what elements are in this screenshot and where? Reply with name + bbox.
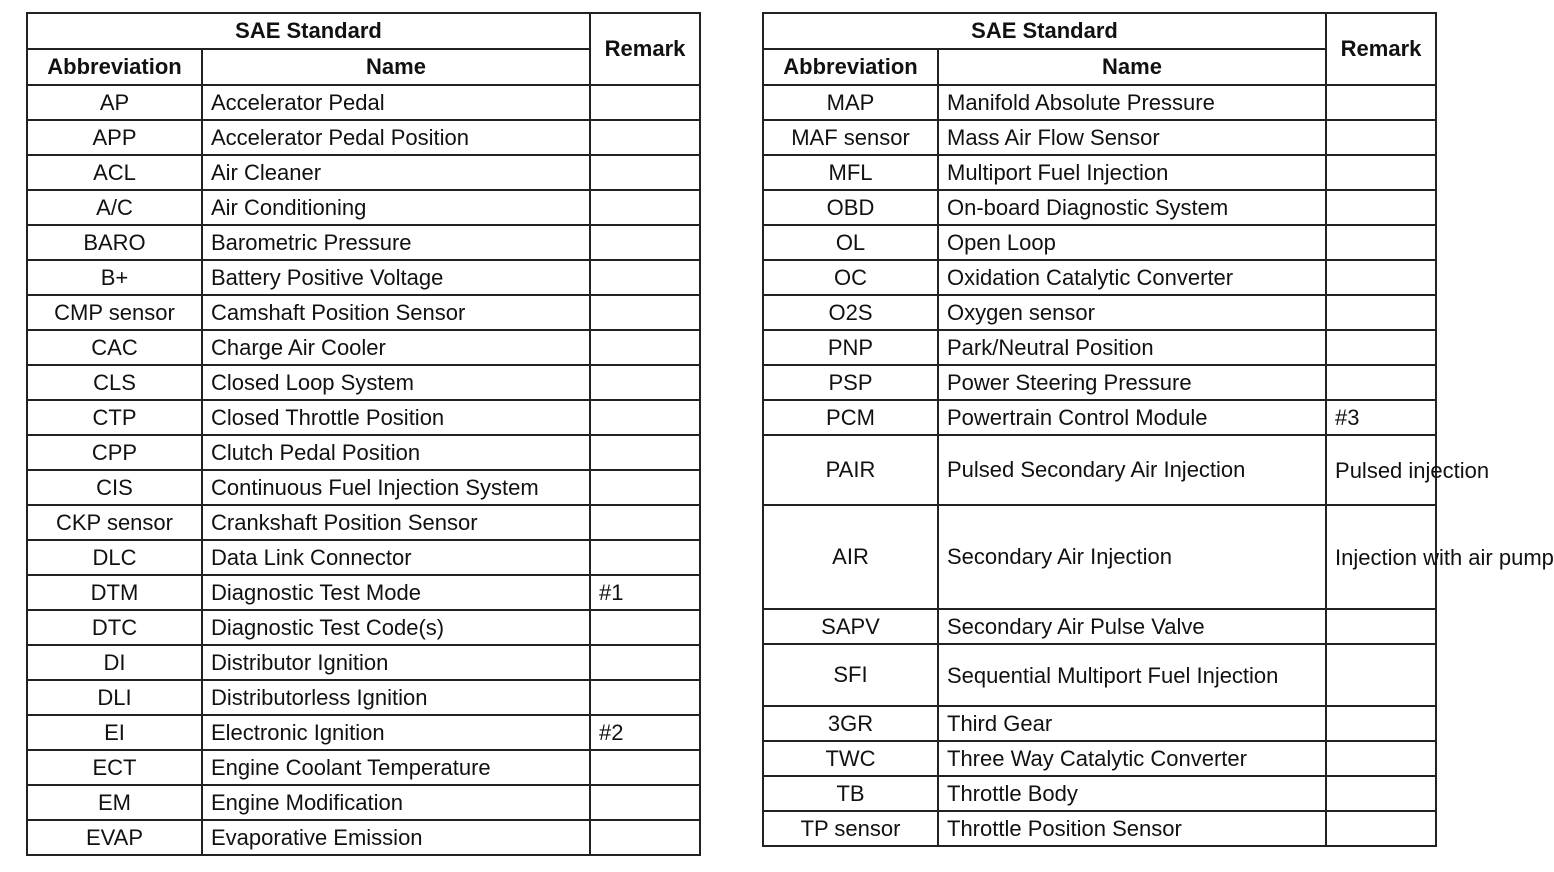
remark-cell: #3 bbox=[1326, 400, 1436, 435]
abbreviation-cell: ECT bbox=[27, 750, 202, 785]
table-row bbox=[763, 85, 1436, 120]
table-row bbox=[763, 811, 1436, 846]
name-cell: Diagnostic Test Mode bbox=[202, 575, 590, 610]
remark-cell bbox=[590, 295, 700, 330]
name-cell: Manifold Absolute Pressure bbox=[938, 85, 1326, 120]
name-cell: Accelerator Pedal Position bbox=[202, 120, 590, 155]
table-row bbox=[27, 610, 700, 645]
table-row bbox=[27, 260, 700, 295]
table-row bbox=[27, 750, 700, 785]
sae-standard-header: SAE Standard bbox=[27, 13, 590, 49]
name-cell: Closed Loop System bbox=[202, 365, 590, 400]
abbreviation-cell: AP bbox=[27, 85, 202, 120]
name-cell: Crankshaft Position Sensor bbox=[202, 505, 590, 540]
remark-cell bbox=[1326, 155, 1436, 190]
name-cell: Oxidation Catalytic Converter bbox=[938, 260, 1326, 295]
abbreviation-cell: CAC bbox=[27, 330, 202, 365]
abbreviation-cell: TWC bbox=[763, 741, 938, 776]
abbreviation-cell: PCM bbox=[763, 400, 938, 435]
abbreviation-cell: CIS bbox=[27, 470, 202, 505]
name-cell: Powertrain Control Module bbox=[938, 400, 1326, 435]
table-row bbox=[763, 295, 1436, 330]
sae-table-left bbox=[26, 12, 701, 856]
remark-cell: #1 bbox=[590, 575, 700, 610]
name-cell: Evaporative Emission bbox=[202, 820, 590, 855]
abbreviation-cell: DTM bbox=[27, 575, 202, 610]
abbreviation-cell: EM bbox=[27, 785, 202, 820]
abbreviation-cell: OC bbox=[763, 260, 938, 295]
remark-cell bbox=[590, 365, 700, 400]
table-row bbox=[27, 715, 700, 750]
remark-cell bbox=[590, 330, 700, 365]
remark-cell bbox=[1326, 330, 1436, 365]
name-cell: Air Conditioning bbox=[202, 190, 590, 225]
abbreviation-cell: SFI bbox=[763, 644, 938, 706]
remark-cell bbox=[1326, 260, 1436, 295]
name-header: Name bbox=[202, 49, 590, 85]
table-row bbox=[27, 190, 700, 225]
abbreviation-cell: TB bbox=[763, 776, 938, 811]
table-row bbox=[27, 85, 700, 120]
name-cell: On-board Diagnostic System bbox=[938, 190, 1326, 225]
name-cell: Three Way Catalytic Converter bbox=[938, 741, 1326, 776]
table-row bbox=[763, 155, 1436, 190]
abbreviation-cell: DTC bbox=[27, 610, 202, 645]
table-row bbox=[763, 741, 1436, 776]
remark-cell: #2 bbox=[590, 715, 700, 750]
remark-cell bbox=[1326, 120, 1436, 155]
abbreviation-cell: DLC bbox=[27, 540, 202, 575]
name-cell: Pulsed Secondary Air Injection bbox=[938, 435, 1326, 505]
name-cell: Distributor Ignition bbox=[202, 645, 590, 680]
table-row bbox=[27, 540, 700, 575]
remark-cell bbox=[590, 750, 700, 785]
table-row bbox=[763, 706, 1436, 741]
name-cell: Throttle Body bbox=[938, 776, 1326, 811]
name-cell: Secondary Air Injection bbox=[938, 505, 1326, 609]
abbreviation-cell: MFL bbox=[763, 155, 938, 190]
abbreviation-cell: BARO bbox=[27, 225, 202, 260]
table-row bbox=[27, 470, 700, 505]
remark-cell bbox=[590, 435, 700, 470]
name-cell: Distributorless Ignition bbox=[202, 680, 590, 715]
table-row bbox=[27, 645, 700, 680]
abbreviation-cell: OL bbox=[763, 225, 938, 260]
remark-cell bbox=[590, 190, 700, 225]
abbreviation-cell: 3GR bbox=[763, 706, 938, 741]
abbreviation-cell: MAP bbox=[763, 85, 938, 120]
table-row bbox=[763, 190, 1436, 225]
table-row bbox=[27, 400, 700, 435]
remark-cell bbox=[1326, 609, 1436, 644]
remark-cell bbox=[1326, 85, 1436, 120]
table-row bbox=[27, 505, 700, 540]
table-row bbox=[763, 225, 1436, 260]
table-row bbox=[27, 225, 700, 260]
table-row bbox=[763, 365, 1436, 400]
name-cell: Closed Throttle Position bbox=[202, 400, 590, 435]
table-row bbox=[27, 330, 700, 365]
name-cell: Oxygen sensor bbox=[938, 295, 1326, 330]
name-cell: Engine Coolant Temperature bbox=[202, 750, 590, 785]
table-row bbox=[763, 435, 1436, 505]
abbreviation-cell: PAIR bbox=[763, 435, 938, 505]
remark-cell bbox=[1326, 365, 1436, 400]
remark-header: Remark bbox=[1326, 13, 1436, 85]
abbreviation-cell: EI bbox=[27, 715, 202, 750]
remark-cell bbox=[1326, 644, 1436, 706]
name-cell: Sequential Multiport Fuel Injection bbox=[938, 644, 1326, 706]
name-cell: Continuous Fuel Injection System bbox=[202, 470, 590, 505]
remark-cell bbox=[1326, 225, 1436, 260]
abbreviation-cell: A/C bbox=[27, 190, 202, 225]
name-cell: Multiport Fuel Injection bbox=[938, 155, 1326, 190]
table-row bbox=[27, 295, 700, 330]
name-cell: Camshaft Position Sensor bbox=[202, 295, 590, 330]
abbreviation-cell: DI bbox=[27, 645, 202, 680]
table-row bbox=[763, 400, 1436, 435]
table-row bbox=[763, 120, 1436, 155]
name-cell: Throttle Position Sensor bbox=[938, 811, 1326, 846]
abbreviation-cell: OBD bbox=[763, 190, 938, 225]
abbreviation-cell: CPP bbox=[27, 435, 202, 470]
abbreviation-cell: B+ bbox=[27, 260, 202, 295]
abbreviation-cell: CLS bbox=[27, 365, 202, 400]
abbreviation-cell: CKP sensor bbox=[27, 505, 202, 540]
remark-cell bbox=[590, 225, 700, 260]
name-cell: Mass Air Flow Sensor bbox=[938, 120, 1326, 155]
name-cell: Charge Air Cooler bbox=[202, 330, 590, 365]
table-row bbox=[27, 155, 700, 190]
abbreviation-cell: MAF sensor bbox=[763, 120, 938, 155]
abbreviation-cell: TP sensor bbox=[763, 811, 938, 846]
name-header: Name bbox=[938, 49, 1326, 85]
abbreviation-cell: ACL bbox=[27, 155, 202, 190]
name-cell: Barometric Pressure bbox=[202, 225, 590, 260]
name-cell: Accelerator Pedal bbox=[202, 85, 590, 120]
sae-table-right bbox=[762, 12, 1554, 847]
name-cell: Clutch Pedal Position bbox=[202, 435, 590, 470]
abbreviation-header: Abbreviation bbox=[27, 49, 202, 85]
remark-cell bbox=[590, 820, 700, 855]
remark-cell bbox=[590, 120, 700, 155]
remark-cell bbox=[590, 470, 700, 505]
remark-cell bbox=[590, 260, 700, 295]
abbreviation-cell: EVAP bbox=[27, 820, 202, 855]
table-row bbox=[763, 644, 1436, 706]
remark-cell bbox=[1326, 741, 1436, 776]
remark-header: Remark bbox=[590, 13, 700, 85]
remark-cell bbox=[1326, 706, 1436, 741]
name-cell: Battery Positive Voltage bbox=[202, 260, 590, 295]
table-row bbox=[763, 330, 1436, 365]
name-cell: Secondary Air Pulse Valve bbox=[938, 609, 1326, 644]
name-cell: Engine Modification bbox=[202, 785, 590, 820]
abbreviation-cell: PNP bbox=[763, 330, 938, 365]
table-row bbox=[763, 776, 1436, 811]
table-row bbox=[27, 120, 700, 155]
remark-cell bbox=[590, 505, 700, 540]
table-row bbox=[27, 435, 700, 470]
remark-cell bbox=[590, 680, 700, 715]
remark-cell bbox=[590, 785, 700, 820]
abbreviation-cell: AIR bbox=[763, 505, 938, 609]
table-row bbox=[27, 575, 700, 610]
name-cell: Data Link Connector bbox=[202, 540, 590, 575]
abbreviation-cell: CTP bbox=[27, 400, 202, 435]
table-row bbox=[763, 505, 1436, 609]
table-row bbox=[27, 785, 700, 820]
name-cell: Power Steering Pressure bbox=[938, 365, 1326, 400]
remark-cell bbox=[1326, 811, 1436, 846]
remark-cell bbox=[1326, 776, 1436, 811]
remark-cell bbox=[1326, 190, 1436, 225]
sae-standard-header: SAE Standard bbox=[763, 13, 1326, 49]
name-cell: Electronic Ignition bbox=[202, 715, 590, 750]
name-cell: Third Gear bbox=[938, 706, 1326, 741]
name-cell: Air Cleaner bbox=[202, 155, 590, 190]
remark-cell bbox=[1326, 295, 1436, 330]
abbreviation-cell: APP bbox=[27, 120, 202, 155]
remark-cell bbox=[590, 540, 700, 575]
table-row bbox=[763, 609, 1436, 644]
abbreviation-cell: DLI bbox=[27, 680, 202, 715]
abbreviation-header: Abbreviation bbox=[763, 49, 938, 85]
remark-cell bbox=[590, 155, 700, 190]
remark-cell bbox=[590, 85, 700, 120]
remark-cell bbox=[590, 400, 700, 435]
name-cell: Open Loop bbox=[938, 225, 1326, 260]
remark-cell bbox=[590, 645, 700, 680]
remark-cell: Pulsed injection bbox=[1326, 435, 1436, 505]
remark-cell bbox=[590, 610, 700, 645]
abbreviation-cell: PSP bbox=[763, 365, 938, 400]
table-row bbox=[27, 365, 700, 400]
table-row bbox=[27, 680, 700, 715]
name-cell: Park/Neutral Position bbox=[938, 330, 1326, 365]
remark-cell: Injection with air pump bbox=[1326, 505, 1436, 609]
table-row bbox=[763, 260, 1436, 295]
abbreviation-cell: O2S bbox=[763, 295, 938, 330]
abbreviation-cell: SAPV bbox=[763, 609, 938, 644]
abbreviation-cell: CMP sensor bbox=[27, 295, 202, 330]
table-row bbox=[27, 820, 700, 855]
name-cell: Diagnostic Test Code(s) bbox=[202, 610, 590, 645]
